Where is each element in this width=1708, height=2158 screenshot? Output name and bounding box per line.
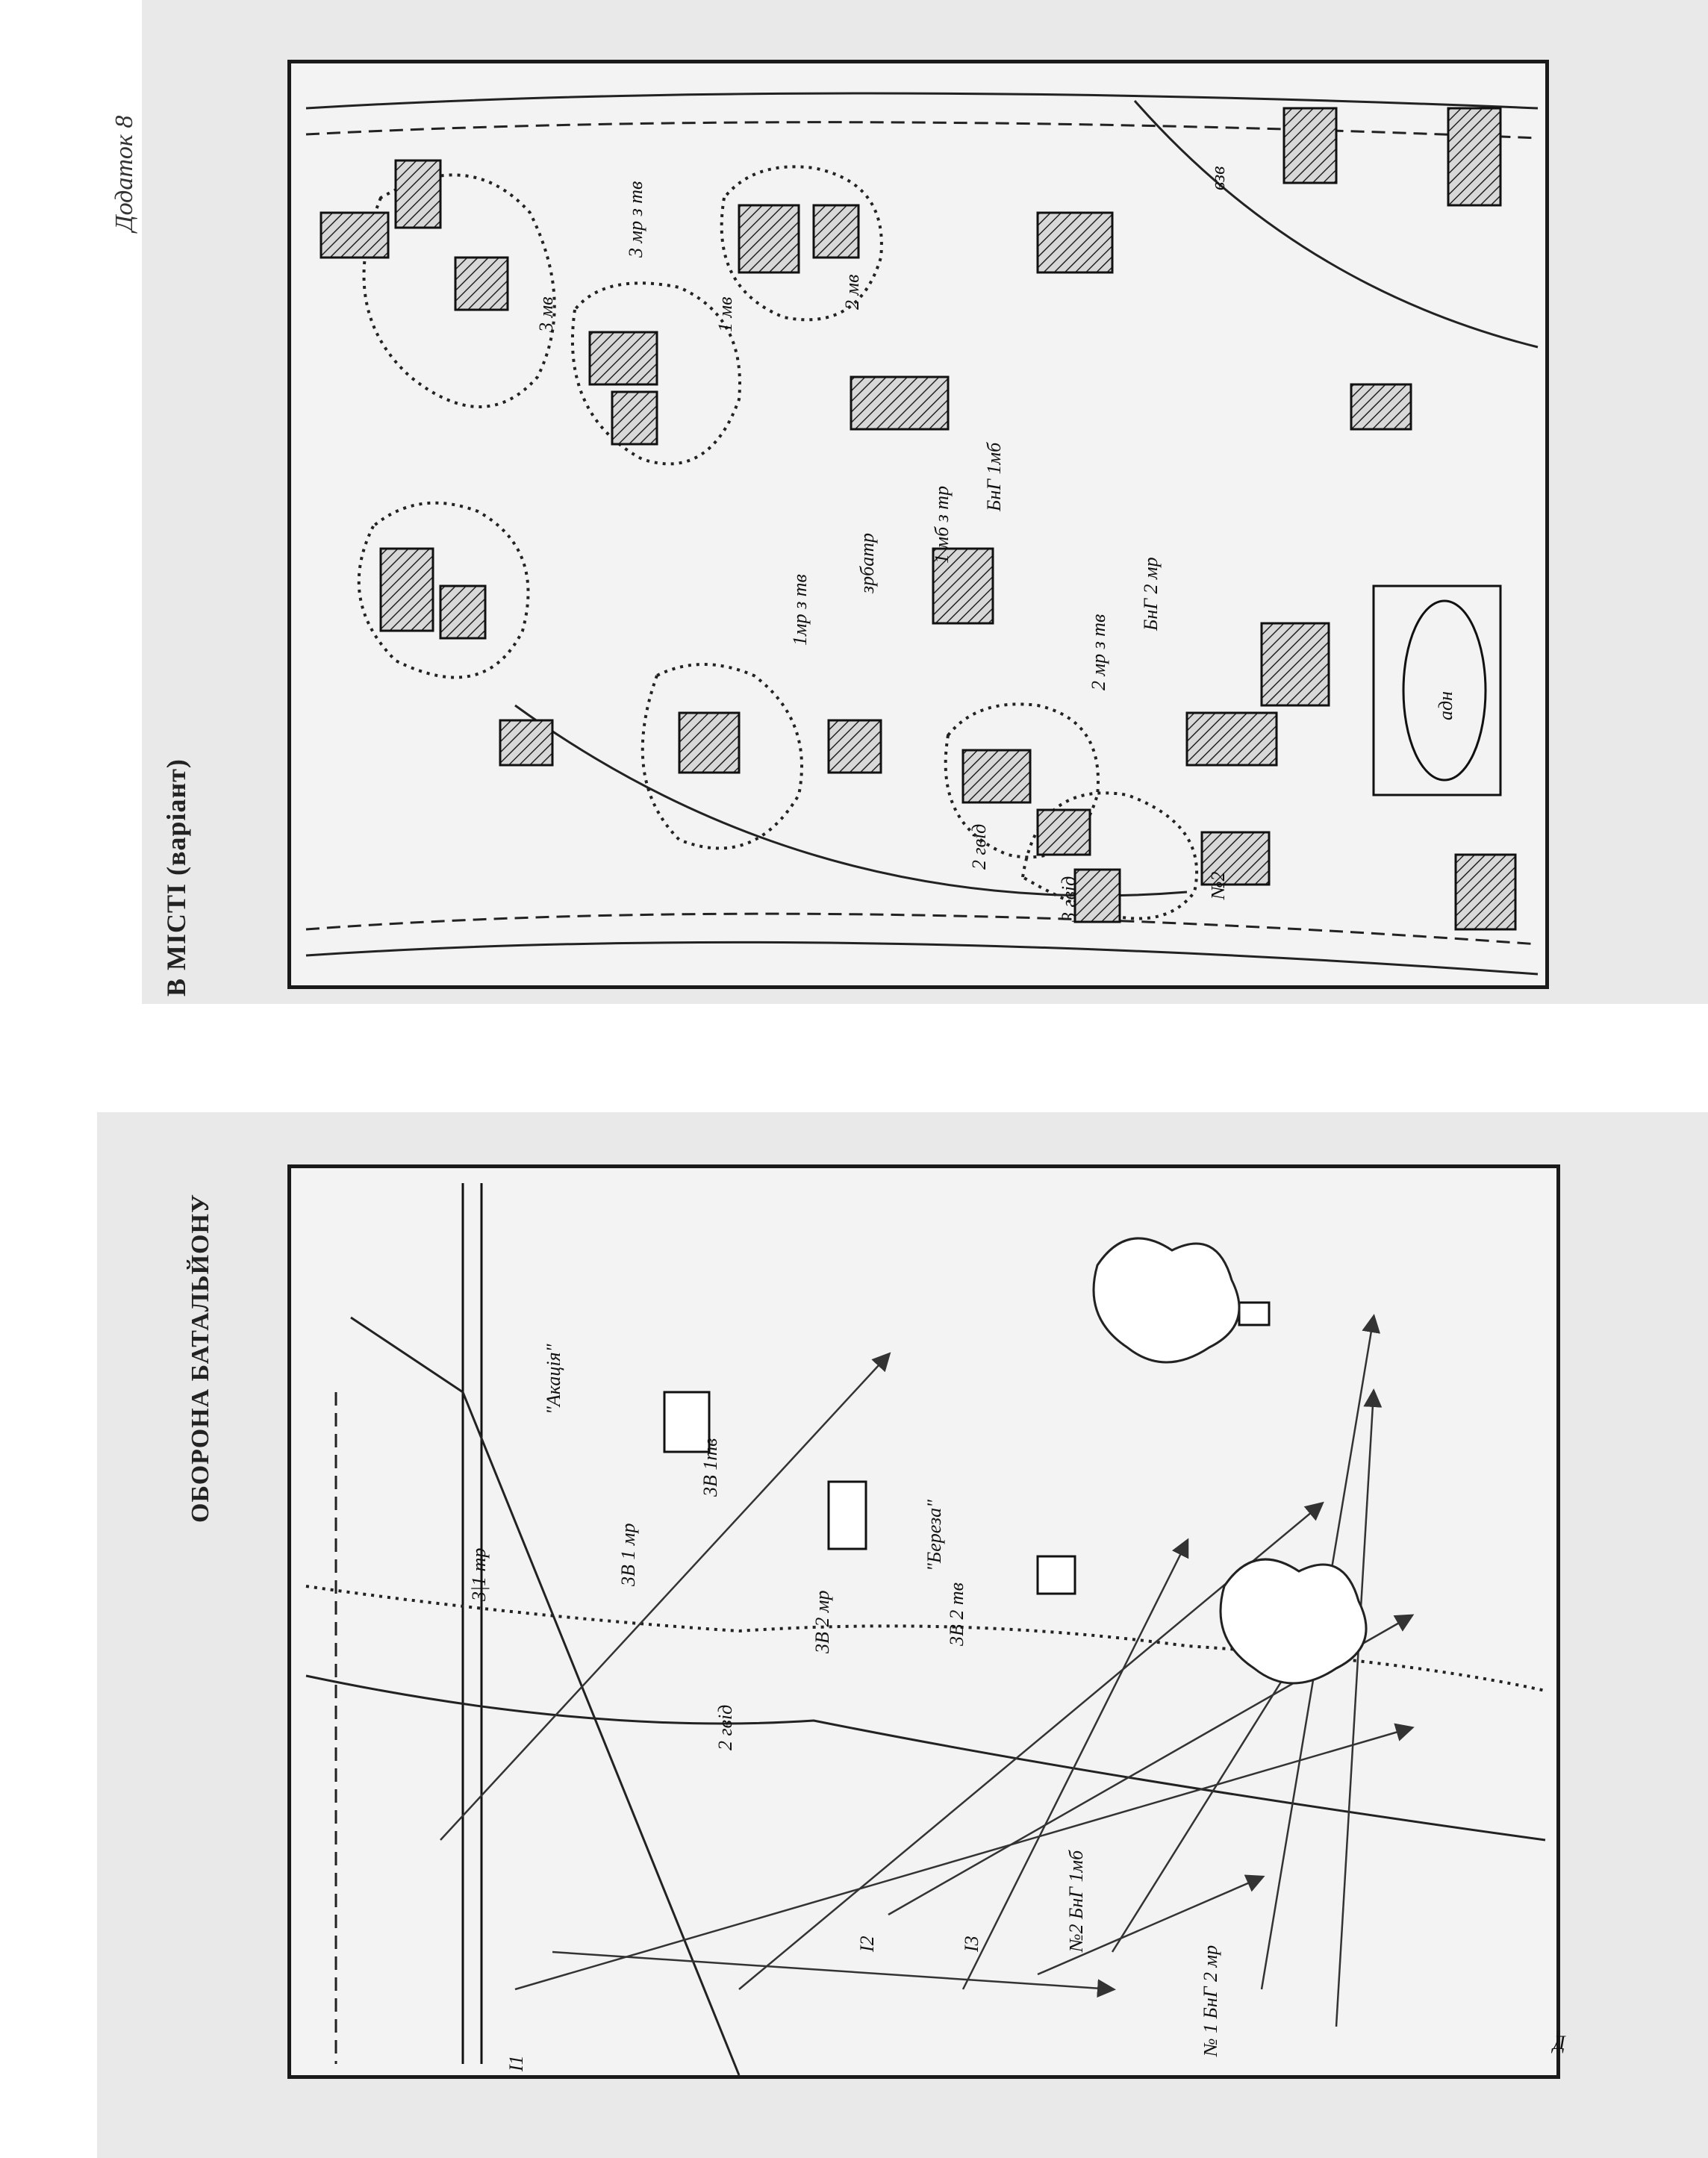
road-dash-top	[306, 122, 1538, 138]
label-1mv: 1 мв	[714, 296, 736, 332]
label-2mv: 2 мв	[841, 274, 863, 310]
position-c	[1038, 1556, 1075, 1594]
battalion-defense-map	[287, 1164, 1565, 2079]
label-big-1mb: БнГ 1мб	[983, 442, 1005, 511]
road-top	[306, 93, 1538, 108]
obstacle-line	[306, 1676, 1545, 1840]
label-1mb: 1 мб з тр	[931, 485, 953, 564]
label-3mr: 3 мр з тв	[625, 181, 646, 258]
label-2gvid: 2 гвід	[714, 1704, 736, 1750]
label-3gvid: 3 гвід	[1058, 876, 1079, 922]
label-2gvid: 2 гвід	[968, 823, 990, 870]
label-2mr: 2 мр з тв	[1088, 614, 1109, 690]
road-bottom	[306, 942, 1538, 974]
label-akatsiia: "Акація"	[543, 1344, 564, 1415]
city-defense-map	[287, 60, 1549, 989]
label-vzv: взв	[1207, 166, 1229, 190]
label-bereza: "Береза"	[923, 1499, 945, 1571]
label-zv-1tv: 3В 1тв	[699, 1438, 721, 1497]
label-n1: № 1 БнГ 2 мр	[1200, 1945, 1221, 2056]
label-n2: №2	[1207, 871, 1229, 899]
label-zrbatr: зрбатр	[856, 533, 878, 593]
battalion-map-drawing	[291, 1168, 1565, 2075]
label-d: Д	[1553, 2032, 1565, 2053]
road-dash-bottom	[306, 914, 1538, 944]
label-zv-1mr: 3В 1 мр	[617, 1523, 639, 1586]
label-i2: I2	[856, 1936, 878, 1952]
position-b	[829, 1482, 866, 1549]
stadium-oval	[1403, 601, 1486, 780]
label-3mv: 3 мв	[535, 296, 557, 332]
forest-1	[1094, 1238, 1239, 1362]
bottom-page-title: ОБОРОНА БАТАЛЬЙОНУ	[187, 1194, 214, 1523]
forest-2	[1221, 1559, 1366, 1683]
position-d	[1239, 1303, 1269, 1325]
city-map-drawing	[291, 63, 1545, 985]
label-tr: 3|1 тр	[468, 1547, 490, 1601]
label-adn: адн	[1435, 690, 1456, 720]
label-n2: №2 БнГ 1мб	[1065, 1850, 1087, 1952]
stadium	[1374, 586, 1500, 795]
appendix-label: Додаток 8	[110, 115, 138, 231]
label-1mr: 1мр з тв	[789, 574, 811, 646]
label-big-2mr: БнГ 2 мр	[1140, 557, 1162, 631]
top-page-title: В МІСТІ (варіант)	[161, 758, 191, 997]
label-zv-2tv: 3В 2 тв	[946, 1582, 967, 1646]
label-zv-2mr: 3В 2 мр	[811, 1590, 833, 1653]
label-i3: I3	[961, 1936, 982, 1952]
label-i1: I1	[505, 2055, 527, 2071]
